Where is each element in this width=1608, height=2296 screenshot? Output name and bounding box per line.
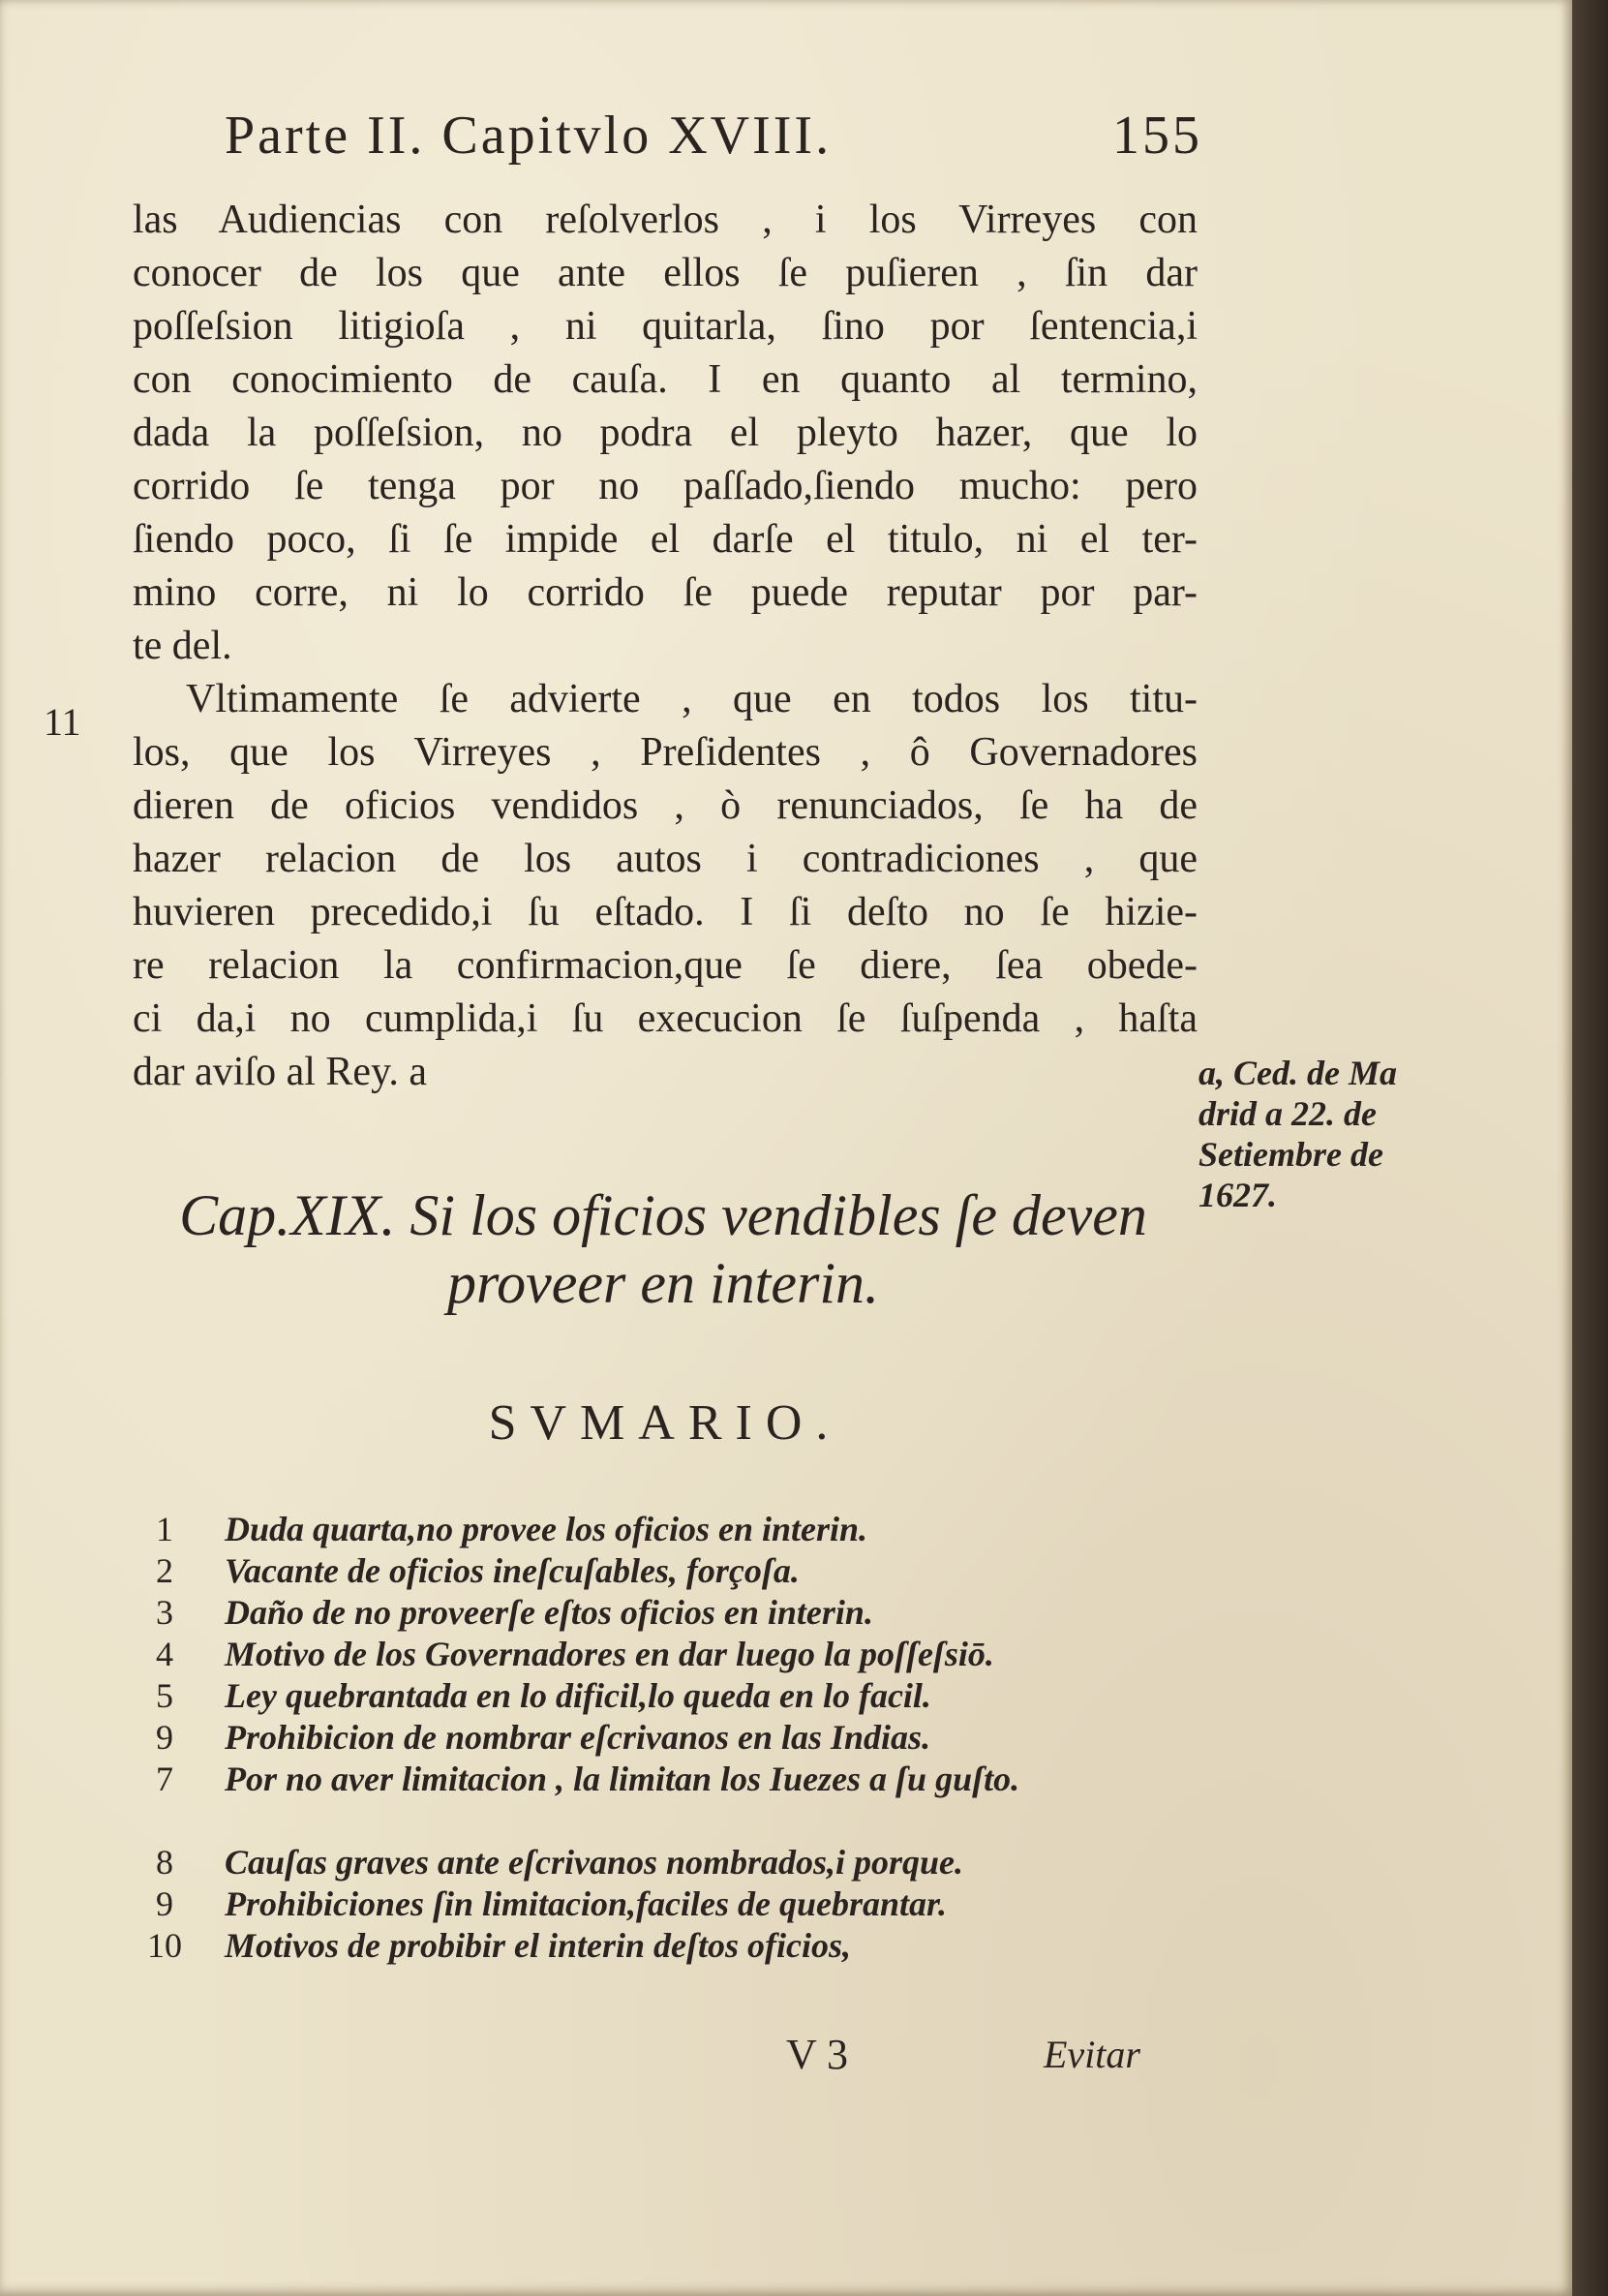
chapter-title-line: Cap.XIX. Si los oficios vendibles ſe deven: [179, 1183, 1147, 1247]
summary-item: [136, 1509, 1210, 1550]
summary-item: [136, 1675, 1210, 1717]
summary-text: Vacante de oficios ineſcuſables, forçoſa.: [225, 1551, 800, 1590]
body-line: mino corre, ni lo corrido ſe puede reputar por par-: [133, 570, 1198, 615]
running-header: [225, 105, 1202, 167]
body-line: conocer de los que ante ellos ſe puſieren , ſin dar: [133, 251, 1198, 295]
chapter-title-line: proveer en interin.: [447, 1251, 879, 1315]
marginal-note-line: Setiembre de: [1198, 1135, 1383, 1174]
body-line: con conocimiento de cauſa. I en quanto al termino,: [133, 357, 1198, 402]
summary-text: Ley quebrantada en lo dificil,lo queda en lo facil.: [225, 1676, 931, 1715]
body-line: dieren de oficios vendidos , ò renunciados, ſe ha de: [133, 783, 1198, 828]
body-line: las Audiencias con reſolverlos , i los Virreyes con: [133, 198, 1198, 242]
summary-item: [136, 1717, 1210, 1759]
summary-item: [136, 1883, 1210, 1925]
summary-text: Motivo de los Governadores en dar luego la poſſeſsiō.: [225, 1635, 994, 1673]
summary-item: [136, 1759, 1210, 1842]
body-line: te del.: [133, 624, 232, 668]
summary-item: [136, 1592, 1210, 1634]
body-line: Vltimamente ſe advierte , que en todos los titu-: [186, 677, 1198, 721]
summary-text: Motivos de probibir el interin deſtos oficios,: [225, 1926, 851, 1965]
summary-number: 4: [156, 1635, 173, 1673]
page-number: 155: [1112, 106, 1202, 166]
marginal-note-line: a, Ced. de Ma: [1198, 1054, 1397, 1092]
marginal-note: [1198, 1053, 1489, 1215]
marginal-note-line: 1627.: [1198, 1176, 1277, 1214]
summary-text: Prohibicion de nombrar eſcrivanos en las Indias.: [225, 1718, 931, 1757]
body-line: dar aviſo al Rey. a: [133, 1050, 427, 1094]
catchword: Evitar: [1044, 2033, 1140, 2076]
summary-text: Daño de no proveerſe eſtos oficios en interin.: [225, 1593, 873, 1632]
summary-number: 10: [147, 1926, 182, 1965]
summary-number: 7: [156, 1760, 173, 1798]
body-line: ſiendo poco, ſi ſe impide el darſe el titulo, ni el ter-: [133, 517, 1198, 562]
summary-text: Duda quarta,no provee los oficios en interin.: [225, 1510, 868, 1548]
paragraph-number: 11: [44, 700, 81, 744]
summary-item: [136, 1925, 1210, 1967]
summary-number: 9: [156, 1884, 173, 1923]
body-text: [133, 194, 1198, 1099]
summary-list: [136, 1509, 1210, 1967]
summary-text: Cauſas graves ante eſcrivanos nombrados,i porque.: [225, 1843, 964, 1882]
body-line: hazer relacion de los autos i contradiciones , que: [133, 837, 1198, 881]
body-line: huvieren precedido,i ſu eſtado. I ſi deſto no ſe hizie-: [133, 890, 1198, 934]
chapter-title: [126, 1181, 1200, 1317]
signature-mark: V 3: [786, 2031, 848, 2078]
summary-number: 1: [156, 1510, 173, 1548]
summary-number: 5: [156, 1676, 173, 1715]
summary-number: 9: [156, 1718, 173, 1757]
page-edge-shadow: [1572, 0, 1608, 2296]
summary-number: 2: [156, 1551, 173, 1590]
summary-number: 3: [156, 1593, 173, 1632]
summary-item: [136, 1842, 1210, 1883]
summary-item: [136, 1550, 1210, 1592]
body-line: ci da,i no cumplida,i ſu execucion ſe ſuſpenda , haſta: [133, 996, 1198, 1041]
marginal-note-line: drid a 22. de: [1198, 1094, 1377, 1133]
body-line: corrido ſe tenga por no paſſado,ſiendo mucho: pero: [133, 464, 1198, 508]
summary-text: Prohibiciones ſin limitacion,faciles de quebrantar.: [225, 1884, 948, 1923]
body-line: poſſeſsion litigioſa , ni quitarla, ſino por ſentencia,i: [133, 304, 1198, 349]
summary-number: 8: [156, 1843, 173, 1882]
summary-text: Por no aver limitacion , la limitan los Iuezes a ſu guſto.: [225, 1760, 1020, 1798]
body-line: dada la poſſeſsion, no podra el pleyto hazer, que lo: [133, 411, 1198, 455]
body-line: los, que los Virreyes , Preſidentes , ô Governadores: [133, 730, 1198, 775]
header-title: Parte II. Capitvlo XVIII.: [225, 106, 833, 166]
sumario-heading: SVMARIO.: [488, 1395, 842, 1451]
body-line: re relacion la confirmacion,que ſe diere, ſea obede-: [133, 943, 1198, 988]
summary-item: [136, 1634, 1210, 1675]
